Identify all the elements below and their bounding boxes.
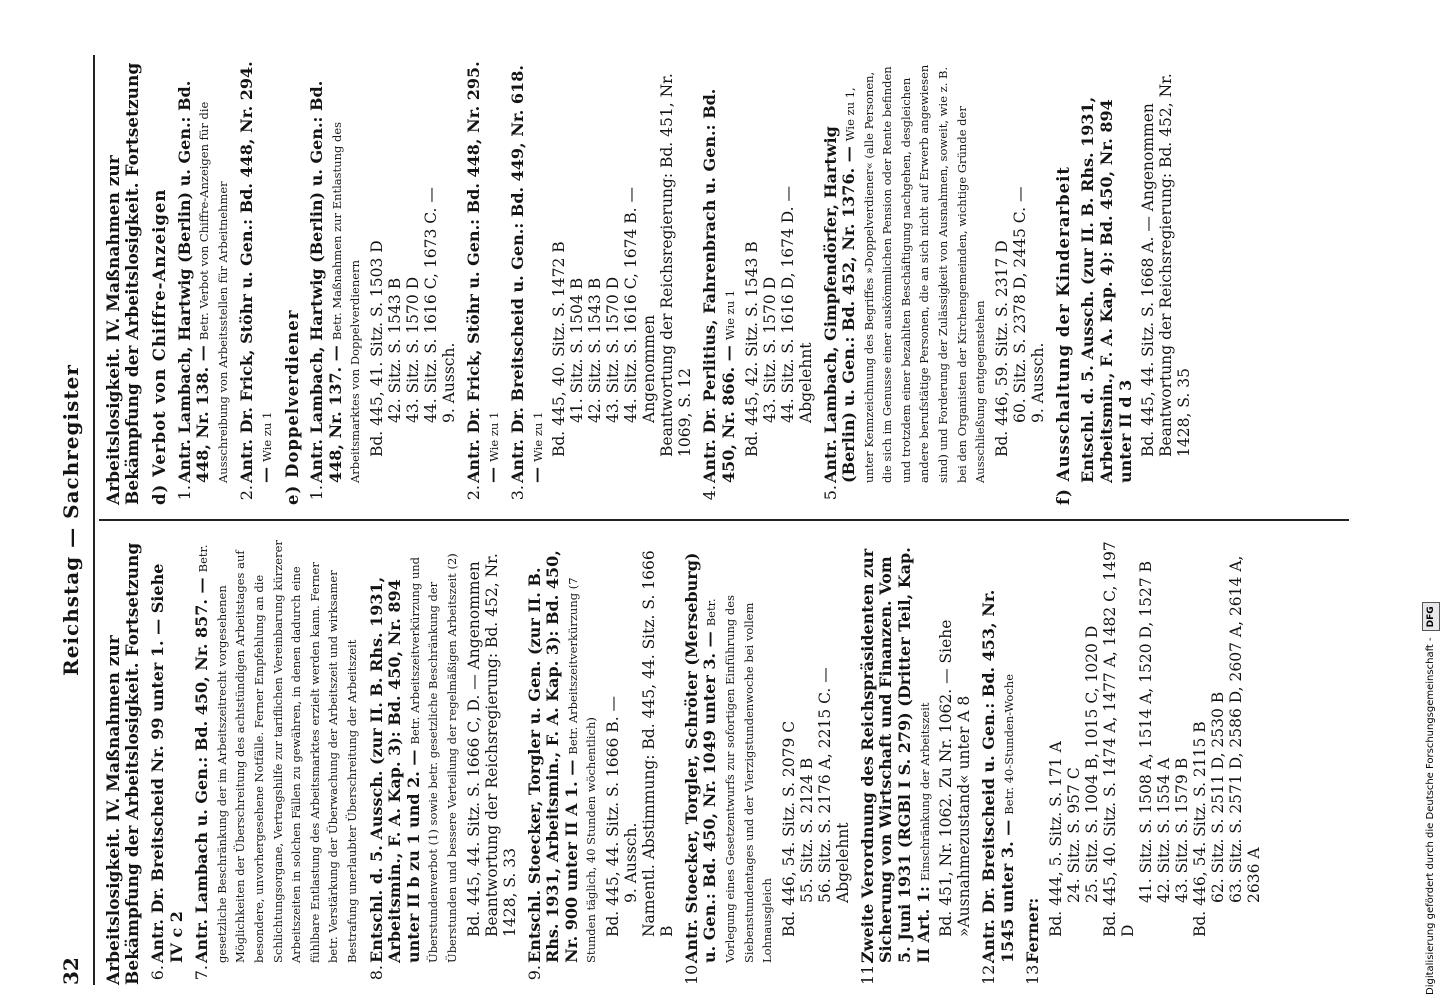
reference-line: 9. Aussch. [439,342,458,423]
index-entry [465,60,502,505]
entry-body [368,540,519,963]
reference-line: Bd. 445, 44. Sitz. S. 1666 C, D. — Angenommen [464,561,483,937]
heading-lead: Arbeitslosigkeit. [104,347,124,505]
entry-number: 8. [366,965,386,981]
entry-body [176,60,232,483]
entry-body [193,540,360,963]
reference-line: Beantwortung der Reichsregierung: Bd. 452, Nr. 1428, S. 33 [482,553,519,937]
reference-line: 62. Sitz. S. 2511 D, 2530 B [1209,691,1227,903]
heading-lead: Arbeitslosigkeit. [104,827,124,985]
reference-line: 25. Sitz. S. 1004 B, 1015 C, 1020 D [1083,625,1101,903]
entry-number: 2. [237,485,257,501]
reference-line: Abgelehnt [833,822,852,903]
reference-line: Bd. 445, 40. Sitz. S. 1472 B [550,241,569,457]
reference-line: Beantwortung der Reichsregierung: Bd. 451, Nr. 1069, S. 12 [658,73,695,457]
entry-description: Betr. Verbot von Chiffre-Anzeigen für die Ausschreibung von Arbeitsstellen für Arbeitnehmer [197,101,230,483]
entry-description: Betr. gesetzliche Beschränkung der im Arbeitszeitrecht vorgesehenen Möglichkeiten der Überschreitung des achtstündigen Arbeitstages auf besondere, unvorhergesehene Notfälle. Ferner Empfehlung an die Schlichtungsorgane, Vertragshilfe zur tariflichen Vereinbarung kürzerer Arbeitszeiten in solchen Fällen zu gewähren, in denen dadurch eine fühlbare Entlastung des Arbeitsmarktes erzielt werden kann. Ferner betr. Verstärkung der Überwachung der Arbeitszeit und wirksamer Bestrafung unerlaubter Überschreitung der Arbeitszeit [196,540,359,963]
section-d-heading: d) Verbot von Chiffre-Anzeigen [150,188,169,505]
left-entries [149,540,1263,985]
reference-line: 43. Sitz. S. 1570 D [760,276,779,423]
dfg-logo: DFG [1422,602,1440,631]
entry-description: Betr. Vorlegung eines Gesetzentwurfs zur sofortigen Einführung des Siebenstundentages und der Vierzigstundenwoche bei vollem Lohnausgleich [704,595,775,963]
entry-heading: Antr. Dr. Perlitius, Fahrenbrach u. Gen.: Bd. 450, Nr. 866. — [700,88,738,483]
entry-description: Betr. 40-Stunden-Woche [1001,673,1016,815]
entry-description: Wie zu 1 [722,289,737,341]
entry-body [859,540,973,963]
entry-number: 6. [148,965,167,981]
entry-body [1024,540,1263,963]
entry-heading: Antr. Dr. Frick, Stöhr u. Gen.: Bd. 448, Nr. 294. — [237,61,275,483]
entry-heading: Zweite Verordnung des Reichspräsidenten zur Sicherung von Wirtschaft und Finanzen. Vom 5. Juni 1931 (RGBl I S. 279) (Dritter Teil, Kap. II Art. 1: [857,547,933,963]
reference-line: 43. Sitz. S. 1570 D [604,276,623,423]
digitization-credit [1422,10,1438,995]
reference-line: 43. Sitz. S. 1579 B [1173,757,1191,903]
right-column-heading [105,60,143,505]
entry-description: Betr. Arbeitszeitverkürzung (7 Stunden täglich, 40 Stunden wöchentlich) [565,577,599,963]
index-entry [701,60,814,505]
reference-line: Beantwortung der Reichsregierung: Bd. 452, Nr. 1428, S. 35 [1157,73,1194,457]
entry-description: Wie zu 1, unter Kennzeichnung des Begriffes »Doppelverdiener« (alle Personen, die sich im Genusse einer auskömmlichen Pension oder Rente befinden und trotzdem einer bezahlten Beschäftigung nachgehen, desgleichen andere berufstätige Personen, die an sich nicht auf Erwerb angewiesen sind) und Forderung der Zulässigkeit von Ausnahmen, soweit, wie z. B. bei den Organisten der Kirchengemeinden, wichtige Gründe der Ausschließung entgegenstehen [843,64,988,483]
reference-line: 44. Sitz. S. 1616 C, 1674 B. — [622,187,641,423]
entry-heading: Antr. Dr. Breitscheid Nr. 99 unter 1. — Siehe IV c 2 [148,563,186,963]
entry-heading: Antr. Lambach, Hartwig (Berlin) u. Gen.: Bd. 448, Nr. 138. — [174,80,213,483]
reference-line: 41. Sitz. S. 1508 A, 1514 A, 1520 D, 1527 B [1137,560,1155,903]
entry-body [308,60,458,483]
entry-references [550,60,694,483]
entry-references [604,540,676,963]
left-column [105,540,1270,985]
entry-body [701,60,814,483]
heading-rest: IV. Maßnahmen zur Bekämpfung der Arbeitslosigkeit. Fortsetzung [104,542,143,985]
entry-number: 9. [524,965,544,981]
reference-line: Bd. 445, 40. Sitz. S. 1474 A, 1477 A, 1482 C, 1497 D [1101,541,1137,937]
entry-body [465,60,502,483]
running-head [55,55,91,985]
reference-line: Bd. 445, 44. Sitz. S. 1668 A. — Angenommen [1139,103,1158,457]
entry-description: Wie zu 1 [259,411,274,462]
reference-line: 9. Aussch. [621,822,640,903]
entry-heading: Entschl. Stoecker, Torgler u. Gen. (zur II. B. Rhs. 1931, Arbeitsmin., F. A. Kap. 3): Bd. 450, Nr. 900 unter II A 1. — [524,550,581,963]
reference-line: 44. Sitz. S. 1616 C, 1673 C. — [421,187,440,423]
entry-heading: Antr. Lambach u. Gen.: Bd. 450, Nr. 857. — [192,577,212,963]
entry-heading: Antr. Dr. Breitscheid u. Gen.: Bd. 449, Nr. 618. — [508,65,546,483]
index-entry [238,60,275,505]
entry-number: 1. [174,485,194,501]
entry-number: 2. [463,485,483,501]
reference-line: Angenommen [640,314,659,423]
reference-line: Bd. 445, 41. Sitz. S. 1503 D [367,240,386,457]
index-entry [859,540,973,985]
entry-number: 12. [979,959,999,985]
entry-references [937,540,973,963]
heading-rest: IV. Maßnahmen zur Bekämpfung der Arbeitslosigkeit. Fortsetzung [104,62,143,505]
entry-heading: Entschl. d. 5. Aussch. (zur II. B. Rhs. 1931, Arbeitsmin., F. A. Kap. 4): Bd. 450, Nr. 894 unter II d 3 [1078,96,1135,483]
entry-references [368,60,458,483]
reference-line: Namentl. Abstimmung: Bd. 445, 44. Sitz. S. 1666 B [639,550,676,937]
index-entry [526,540,676,985]
reference-line: 42. Sitz. S. 1543 B [586,277,605,423]
section-f-heading: f) Ausschaltung der Kinderarbeit [1053,165,1073,505]
reference-line: Bd. 445, 42. Sitz. S. 1543 B [742,241,761,457]
reference-line: 60. Sitz. S. 2378 D, 2445 C. — [1010,186,1029,423]
entry-description: Betr. Arbeitszeitverkürzung und Überstundenverbot (1) sowie betr. gesetzliche Beschränkung der Überstunden und bessere Verteilung der regelmäßigen Arbeitszeit (2) [407,553,459,963]
index-entry [193,540,360,985]
reference-line: Bd. 451, Nr. 1062. Zu Nr. 1062. — Siehe »Ausnahmezustand« unter A 8 [937,619,974,937]
running-title: Reichstag — Sachregister [59,364,83,676]
entry-body [526,540,676,963]
reference-line: 44. Sitz. S. 1616 D, 1674 D. — [778,185,797,423]
index-entry [1079,60,1193,505]
entry-number: 11. [857,959,877,985]
entry-heading: Antr. Dr. Breitscheid u. Gen.: Bd. 453, Nr. 1545 unter 3. — [979,589,1017,963]
entry-number: 13. [1023,959,1043,985]
section-d-entries [176,60,276,505]
reference-line: 42. Sitz. S. 1543 B [385,277,404,423]
section-e-heading: e) Doppelverdiener [282,309,302,505]
reference-line: Bd. 446, 54. Sitz. S. 2079 C [779,720,798,937]
entry-heading: Entschl. d. 5. Aussch. (zur II. B. Rhs. 1931, Arbeitsmin., F. A. Kap. 3): Bd. 450, Nr. 894 unter II b zu 1 und 2. — [366,576,423,963]
left-column-heading [105,540,143,985]
entry-heading: Antr. Dr. Frick, Stöhr u. Gen.: Bd. 448, Nr. 295. — [463,61,502,483]
index-entry [1024,540,1263,985]
column-rule [99,519,1349,521]
entry-references [743,60,815,483]
entry-body [509,60,694,483]
entry-body [238,60,275,483]
entry-references [1139,60,1193,483]
section-f-entries [1079,60,1193,505]
entry-heading: Antr. Lambach, Hartwig (Berlin) u. Gen.: Bd. 448, Nr. 137. — [307,80,345,483]
reference-line: 55. Sitz. S. 2124 B [797,757,816,903]
entry-body [1079,60,1193,483]
entry-references [465,540,519,963]
credit-text: Digitalisierung gefördert durch die Deutsche Forschungsgemeinschaft - [1425,637,1436,995]
entry-description: Wie zu 1 [486,411,501,462]
reference-line: 42. Sitz. S. 1554 A [1155,758,1173,903]
entry-heading: Antr. Stoecker, Torgler, Schröter (Merseburg) u. Gen.: Bd. 450, Nr. 1049 unter 3. — [681,552,720,963]
reference-line: Bd. 446, 59. Sitz. S. 2317 D [992,240,1011,457]
entry-number: 4. [700,485,720,501]
reference-line: 43. Sitz. S. 1570 D [403,276,422,423]
reference-line: Abgelehnt [796,342,815,423]
entry-references [1047,540,1263,963]
entry-references [780,540,852,963]
index-entry [308,60,458,505]
reference-line: 63. Sitz. S. 2571 D, 2586 D, 2607 A, 2614 A, 2636 A [1227,555,1263,903]
reference-line: 41. Sitz. S. 1504 B [568,277,587,423]
document-page [55,55,1355,985]
entry-body [683,540,852,963]
index-entry [822,60,1047,505]
index-entry [980,540,1017,985]
index-entry [683,540,852,985]
entry-references [993,60,1047,483]
section-e-entries [308,60,1047,505]
reference-line: 24. Sitz. S. 957 C [1065,767,1083,903]
index-entry [509,60,694,505]
entry-heading: Ferner: [1023,897,1043,963]
index-entry [368,540,519,985]
entry-number: 3. [508,485,528,501]
index-entry [149,540,186,985]
entry-body [822,60,1047,483]
entry-description: Einschränkung der Arbeitszeit [917,702,932,881]
reference-line: Bd. 444, 5. Sitz. S. 171 A [1047,741,1065,937]
right-column [105,60,1200,505]
reference-line: Bd. 446, 54. Sitz. S. 2115 B [1191,721,1209,937]
entry-description: Wie zu 1 [530,411,545,462]
reference-line: 9. Aussch. [1028,342,1047,423]
reference-line: 56. Sitz. S. 2176 A, 2215 C. — [815,667,834,903]
header-rule [93,55,95,985]
index-entry [176,60,232,505]
entry-heading: Antr. Lambach, Gimpfendörfer, Hartwig (Berlin) u. Gen.: Bd. 452, Nr. 1376. — [820,126,859,483]
entry-number: 5. [820,485,840,501]
page-number: 32 [59,957,83,985]
entry-body [149,540,186,963]
entry-body [980,540,1017,963]
reference-line: Bd. 445, 44. Sitz. S. 1666 B. — [603,695,622,937]
entry-number: 1. [307,485,327,501]
entry-description: Betr. Maßnahmen zur Entlastung des Arbeitsmarktes von Doppelverdienern [329,121,363,483]
entry-number: 10. [681,959,701,985]
entry-number: 7. [192,965,212,981]
